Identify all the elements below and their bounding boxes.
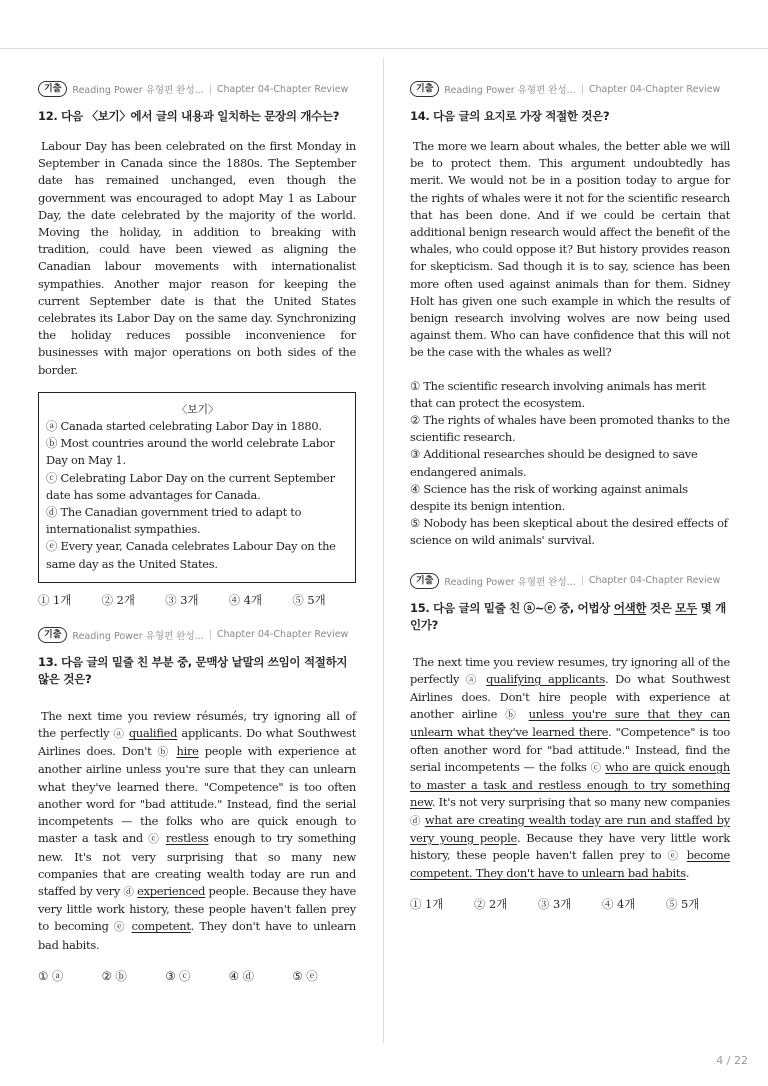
book-name: Reading Power 유형편 완성...: [72, 85, 204, 96]
underlined-d: what are creating wealth today are run and staffed by very young people: [410, 812, 730, 845]
marker-b: ⓑ: [157, 746, 171, 759]
answer-option[interactable]: ③ 3개: [538, 897, 572, 912]
answer-option[interactable]: ④ 4개: [228, 592, 263, 607]
underlined-e: become competent. They don't have to unlearn bad habits: [410, 847, 731, 881]
marker-a: ⓐ: [113, 728, 125, 741]
marker-c: ⓒ: [590, 761, 602, 774]
source-badge: 기출: [38, 627, 67, 643]
answer-option[interactable]: ② 2개: [474, 897, 508, 912]
marker-d: ⓓ: [123, 885, 134, 898]
title-line-2: 않은 것은?: [38, 671, 92, 686]
answer-option[interactable]: ④ Science has the risk of working against animals despite its benign intention.: [410, 481, 688, 514]
underlined-a: qualifying applicants: [486, 671, 606, 686]
answer-option[interactable]: ④ 4개: [602, 897, 636, 912]
tag-separator: |: [208, 83, 212, 95]
bogi-item: ⓑ Most countries around the world celebrate Labor Day on May 1.: [46, 436, 335, 468]
answer-option[interactable]: ⑤ 5개: [292, 592, 326, 607]
question-title: [410, 600, 730, 634]
answer-option[interactable]: ⑤ ⓔ: [292, 968, 318, 983]
marker-e: ⓔ: [667, 849, 681, 862]
passage-text: .: [685, 866, 690, 881]
title-text: 15. 다음 글의 밑줄 친 ⓐ~ⓔ 중, 어법상: [410, 600, 614, 615]
tag-separator: |: [208, 629, 212, 641]
answer-option[interactable]: ⑤ 5개: [666, 897, 700, 912]
title-underlined: 모두: [675, 600, 697, 615]
title-text: 몇 개인가?: [410, 600, 726, 632]
chapter-name: Chapter 04-Chapter Review: [216, 83, 349, 95]
passage-text: The next time you review resumes, try ignoring all of the perfectly: [410, 654, 730, 686]
marker-b: ⓑ: [505, 709, 521, 722]
book-name: Reading Power 유형편 완성...: [72, 630, 204, 642]
source-tag: [410, 572, 730, 590]
answer-option[interactable]: ② The rights of whales have been promoted thanks to the scientific research.: [410, 413, 730, 445]
bogi-item: ⓓ The Canadian government tried to adapt to internationalist sympathies.: [46, 505, 302, 537]
tag-separator: |: [580, 83, 584, 95]
question-15: [410, 572, 730, 913]
bogi-item: ⓒ Celebrating Labor Day on the current September date has some advantages for Canada.: [46, 470, 335, 502]
title-text: 것은: [646, 600, 676, 615]
underlined-c: who are quick enough to master a task and restless enough to try something new: [410, 759, 731, 810]
passage: Labour Day has been celebrated on the first Monday in September in Canada since the 1880s. The September date has remained unchanged, even though the government was encouraged to adopt May 1 as Labour Day, the date celebrated by the majority of the world. Moving the holiday, in addition to breaking with tradition, could have been viewed as aligning the Canadian labour movements with internationalist sympathies. Another major reason for keeping the current September date is that the United States celebrates its Labor Day on the same day. Synchronizing the holiday reduces possible inconvenience for businesses with major operations on both sides of the border.: [38, 139, 356, 377]
answer-option[interactable]: ② ⓑ: [101, 968, 127, 983]
chapter-name: Chapter 04-Chapter Review: [216, 629, 349, 641]
question-13: [38, 626, 356, 984]
source-badge: 기출: [38, 81, 67, 97]
book-name: Reading Power 유형편 완성...: [444, 576, 576, 588]
answer-option[interactable]: ② 2개: [101, 592, 135, 607]
passage: The more we learn about whales, the better able we will be to protect them. This argument undoubtedly has merit. We would not be in a position today to argue for the rights of whales were it not for the scientific research that has been done. And if we could be certain that additional benign research would affect the benefit of the whales, who could oppose it? But history provides reason for skepticism. Sad though it is to say, science has been more often used against animals than for them. Sidney Holt has given one such example in which the results of benign research involving wolves are now being used against them. Who can have confidence that this will not be the case with the whales as well?: [410, 139, 730, 360]
source-tag: [38, 626, 356, 644]
column-divider: [383, 58, 384, 1043]
passage-text: . They don't have to unlearn bad habits.: [38, 919, 356, 952]
passage-text: enough to try something new. It's not very surprising that so many new companies that are creating wealth today are run and staffed by very: [38, 831, 357, 898]
bogi-item: ⓐ Canada started celebrating Labor Day in 1880.: [46, 419, 322, 434]
right-column: [410, 80, 730, 912]
marker-a: ⓐ: [465, 673, 480, 686]
source-tag: [38, 80, 356, 98]
passage-text: . "Competence" is too often another word for "bad attitude." Instead, find the serial incompetents — the folks: [410, 725, 730, 774]
bogi-item: ⓔ Every year, Canada celebrates Labour Day on the same day as the United States.: [46, 539, 336, 571]
question-title: [38, 654, 356, 688]
answer-option[interactable]: ③ 3개: [165, 592, 199, 607]
bogi-title: 〈보기〉: [176, 402, 219, 416]
passage: [410, 654, 730, 883]
answer-options: [410, 896, 730, 912]
left-column: [38, 80, 356, 984]
passage-text: . It's not very surprising that so many new companies: [431, 795, 730, 810]
answer-option[interactable]: ① ⓐ: [38, 968, 64, 983]
passage-text: people with experience at another airline unless you're sure that they can unlearn what they've learned there. "Competence" is too often another word for "bad attitude." Instead, find the serial incompetents — the folks who are quick enough to master a task and: [38, 744, 357, 846]
underlined-b: unless you're sure that they can unlearn what they've learned there: [410, 707, 731, 740]
question-title: 14. 다음 글의 요지로 가장 적절한 것은?: [410, 109, 610, 123]
bogi-box: [38, 392, 356, 583]
passage-text: people. Because they have very little work history, these people haven't fallen prey to becoming: [38, 883, 356, 934]
answer-option[interactable]: ① 1개: [410, 897, 444, 912]
tag-separator: |: [580, 575, 584, 587]
answer-option[interactable]: ① 1개: [38, 592, 72, 607]
header-rule: [0, 48, 768, 49]
passage-text: . Do what Southwest Airlines does. Don't hire people with experience at another airline: [410, 671, 730, 722]
question-12: [38, 80, 356, 608]
underlined-b: hire: [176, 744, 199, 759]
marker-d: ⓓ: [410, 814, 421, 827]
title-underlined: 어색한: [613, 600, 647, 615]
answer-option[interactable]: ③ Additional researches should be designed to save endangered animals.: [410, 447, 698, 479]
answer-option[interactable]: ① The scientific research involving animals has merit that can protect the ecosystem.: [410, 378, 706, 410]
underlined-d: experienced: [137, 883, 206, 898]
passage-text: . Because they have very little work history, these people haven't fallen prey to: [410, 830, 731, 862]
title-line-1: 13. 다음 글의 밑줄 친 부분 중, 문맥상 낱말의 쓰임이 적절하지: [38, 654, 348, 669]
underlined-a: qualified: [128, 726, 178, 741]
answer-option[interactable]: ⑤ Nobody has been skeptical about the desired effects of science on wild animals' survival.: [410, 516, 728, 548]
question-14: [410, 80, 730, 550]
underlined-e: competent: [131, 919, 191, 934]
chapter-name: Chapter 04-Chapter Review: [588, 83, 721, 95]
marker-c: ⓒ: [148, 833, 161, 846]
answer-options: [38, 968, 356, 984]
book-name: Reading Power 유형편 완성...: [444, 85, 576, 96]
question-title: 12. 다음 〈보기〉에서 글의 내용과 일치하는 문장의 개수는?: [38, 109, 340, 123]
source-badge: 기출: [410, 573, 439, 589]
passage: [38, 708, 356, 954]
marker-e: ⓔ: [114, 921, 127, 934]
source-tag: [410, 80, 730, 98]
answer-option[interactable]: ④ ⓓ: [228, 968, 255, 983]
underlined-c: restless: [165, 831, 209, 846]
chapter-name: Chapter 04-Chapter Review: [588, 575, 721, 587]
answer-options: [38, 592, 356, 608]
source-badge: 기출: [410, 81, 439, 97]
passage-text: applicants. Do what Southwest Airlines does. Don't: [38, 726, 357, 759]
answer-options: [410, 378, 730, 550]
page-number: 4 / 22: [716, 1054, 748, 1067]
answer-option[interactable]: ③ ⓒ: [165, 968, 191, 983]
passage-text: The next time you review résumés, try ignoring all of the perfectly: [38, 708, 356, 741]
